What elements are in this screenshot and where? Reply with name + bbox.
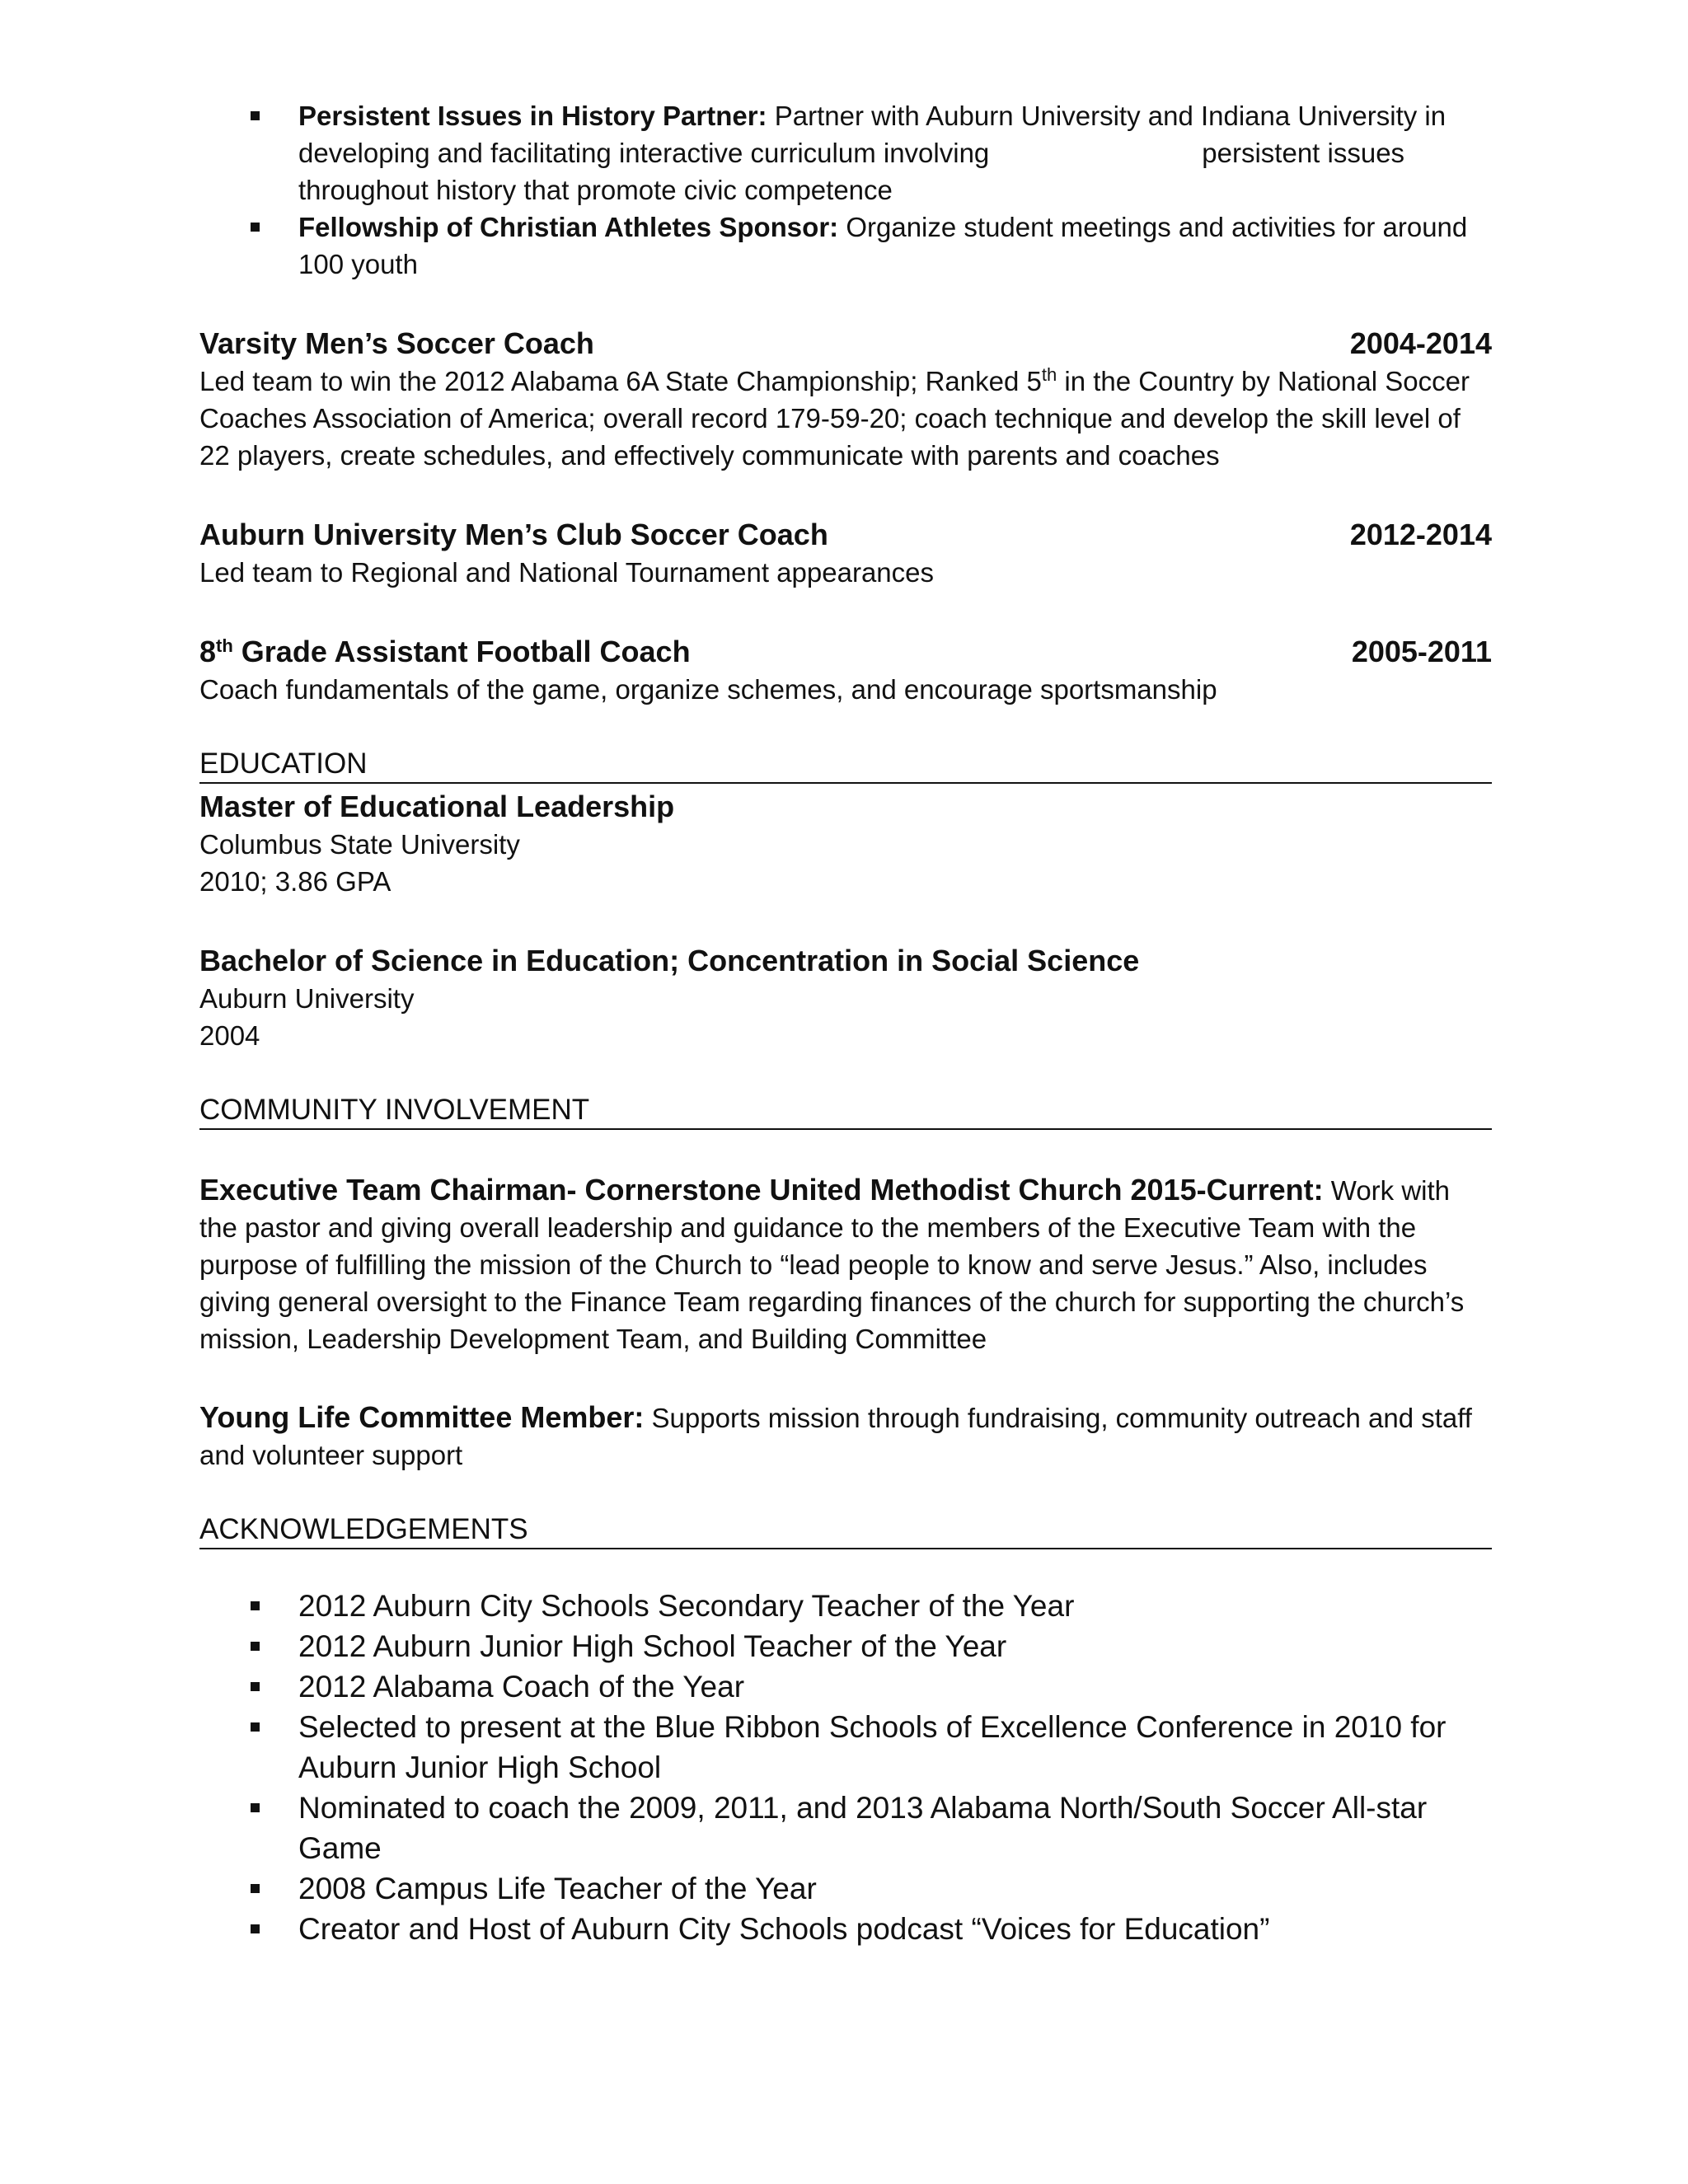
resume-content: [199, 97, 1492, 1949]
job-title: Auburn University Men’s Club Soccer Coach: [199, 518, 828, 551]
list-item: Creator and Host of Auburn City Schools podcast “Voices for Education”: [298, 1909, 1492, 1949]
job-description: Led team to Regional and National Tournament appearances: [199, 557, 934, 588]
community-entry: [199, 1399, 1492, 1474]
list-item: [298, 97, 1492, 209]
section-heading-education: EDUCATION: [199, 746, 1492, 784]
list-item: 2012 Auburn Junior High School Teacher of the Year: [298, 1626, 1492, 1666]
job-entry: [199, 324, 1492, 474]
list-item: 2012 Auburn City Schools Secondary Teacher of the Year: [298, 1586, 1492, 1626]
item-text-continued: persistent issues throughout history that promote civic competence: [298, 138, 1405, 205]
degree-school: Auburn University: [199, 983, 415, 1014]
job-title: 8th Grade Assistant Football Coach: [199, 635, 691, 668]
item-title: Persistent Issues in History Partner:: [298, 101, 767, 131]
degree-title: Bachelor of Science in Education; Concentration in Social Science: [199, 944, 1140, 977]
job-header: [199, 632, 1492, 671]
section-heading-acknowledgements: ACKNOWLEDGEMENTS: [199, 1511, 1492, 1549]
degree-title: Master of Educational Leadership: [199, 790, 675, 823]
community-description: Supports mission through fundraising, community outreach and staff and volunteer support: [199, 1403, 1472, 1470]
degree-detail: 2004: [199, 1020, 260, 1051]
section-heading-community: COMMUNITY INVOLVEMENT: [199, 1092, 1492, 1130]
community-role: Executive Team Chairman- Cornerstone United Methodist Church 2015-Current:: [199, 1173, 1324, 1207]
acknowledgements-list: [199, 1586, 1492, 1949]
item-title: Fellowship of Christian Athletes Sponsor:: [298, 212, 839, 242]
job-years: 2005-2011: [1351, 635, 1492, 668]
job-years: 2012-2014: [1349, 518, 1492, 551]
degree-entry: [199, 787, 1492, 900]
job-entry: [199, 515, 1492, 591]
job-header: [199, 515, 1492, 554]
job-title: Varsity Men’s Soccer Coach: [199, 326, 594, 360]
degree-entry: [199, 941, 1492, 1054]
list-item: Nominated to coach the 2009, 2011, and 2013 Alabama North/South Soccer All-star Game: [298, 1788, 1492, 1868]
degree-detail: 2010; 3.86 GPA: [199, 866, 392, 897]
list-item: 2008 Campus Life Teacher of the Year: [298, 1868, 1492, 1909]
community-description: Work with the pastor and giving overall leadership and guidance to the members of the Executive Team with the purpose of fulfilling the mission of the Church to “lead people to know and serve Jesus.” Also, includes giving general oversight to the Finance Team regarding finances of the church for supporting the church’s mission, Leadership Development Team, and Building Committee: [199, 1175, 1465, 1354]
list-item: Selected to present at the Blue Ribbon Schools of Excellence Conference in 2010 for Auburn Junior High School: [298, 1707, 1492, 1788]
list-item: [298, 209, 1492, 283]
list-item: 2012 Alabama Coach of the Year: [298, 1666, 1492, 1707]
activities-list: [199, 97, 1492, 283]
job-description: Coach fundamentals of the game, organize schemes, and encourage sportsmanship: [199, 674, 1217, 705]
job-years: 2004-2014: [1349, 326, 1492, 360]
community-role: Young Life Committee Member:: [199, 1400, 645, 1434]
item-text: Partner with Auburn University and Indiana University in developing and facilitating interactive curriculum involving: [298, 101, 1447, 168]
job-description: Led team to win the 2012 Alabama 6A State Championship; Ranked 5th in the Country by National Soccer Coaches Association of America; overall record 179-59-20; coach technique and develop the skill level of 22 players, create schedules, and effectively communicate with parents and coaches: [199, 364, 1470, 471]
community-entry: [199, 1171, 1492, 1357]
item-text: Organize student meetings and activities for around 100 youth: [298, 212, 1468, 279]
degree-school: Columbus State University: [199, 829, 520, 860]
job-entry: [199, 632, 1492, 708]
job-header: [199, 324, 1492, 363]
